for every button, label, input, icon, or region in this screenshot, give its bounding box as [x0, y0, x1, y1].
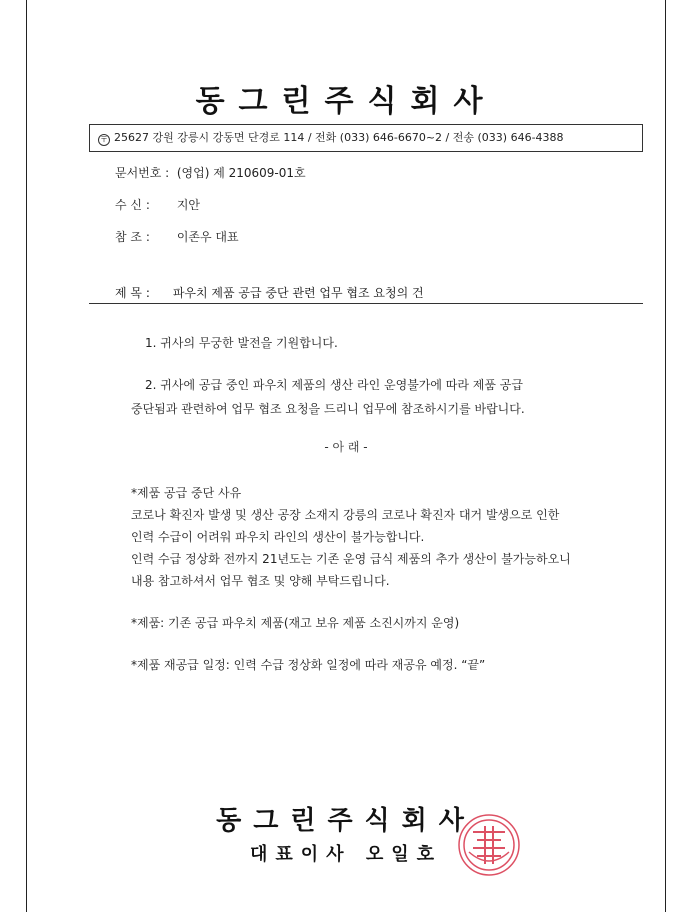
document-page [26, 0, 666, 912]
reference-label: 참 조 : [115, 230, 150, 244]
reference-value: 이존우 대표 [176, 230, 239, 244]
recipient-value: 지안 [176, 198, 201, 212]
doc-number-row [115, 164, 306, 181]
company-title: 동그린주식회사 [195, 84, 497, 119]
doc-number-value: (영업) 제 210609-01호 [176, 166, 306, 180]
reason-line-1: 코로나 확진자 발생 및 생산 공장 소재지 강릉의 코로나 확진자 대거 발생으로 인한 [131, 508, 560, 522]
subject-row [89, 284, 643, 304]
below-note: - 아 래 - [324, 440, 368, 454]
address-text: 25627 강원 강릉시 강동면 단경로 114 / 전화 (033) 646-6670~2 / 전송 (033) 646-4388 [114, 131, 564, 144]
company-seal-icon [455, 812, 523, 878]
paragraph-1: 1. 귀사의 무궁한 발전을 기원합니다. [145, 336, 338, 350]
postal-code-icon: 〒 [100, 135, 108, 144]
signature-representative: 대표이사 오일호 [250, 844, 442, 865]
reason-line-3: 인력 수급 정상화 전까지 21년도는 기존 운영 급식 제품의 추가 생산이 불가능하오니 [131, 552, 571, 566]
doc-number-label: 문서번호 : [115, 166, 170, 180]
subject-label: 제 목 : [115, 286, 150, 300]
address-box [89, 124, 643, 152]
paragraph-2-line-1: 2. 귀사에 공급 중인 파우치 제품의 생산 라인 운영불가에 따라 제품 공급 [145, 378, 523, 392]
reason-heading: *제품 공급 중단 사유 [131, 486, 242, 500]
paragraph-2-line-2: 중단됨과 관련하여 업무 협조 요청을 드리니 업무에 참조하시기를 바랍니다. [131, 402, 525, 416]
reason-line-2: 인력 수급이 어려워 파우치 라인의 생산이 불가능합니다. [131, 530, 425, 544]
recipient-label: 수 신 : [115, 198, 150, 212]
schedule-line: *제품 재공급 일정: 인력 수급 정상화 일정에 따라 재공유 예정. “끝” [131, 658, 486, 672]
reason-line-4: 내용 참고하셔서 업무 협조 및 양해 부탁드립니다. [131, 574, 390, 588]
signature-company: 동그린주식회사 [216, 806, 476, 836]
reference-row [115, 228, 239, 245]
subject-value: 파우치 제품 공급 중단 관련 업무 협조 요청의 건 [172, 286, 424, 300]
product-line: *제품: 기존 공급 파우치 제품(재고 보유 제품 소진시까지 운영) [131, 616, 460, 630]
recipient-row [115, 196, 200, 213]
